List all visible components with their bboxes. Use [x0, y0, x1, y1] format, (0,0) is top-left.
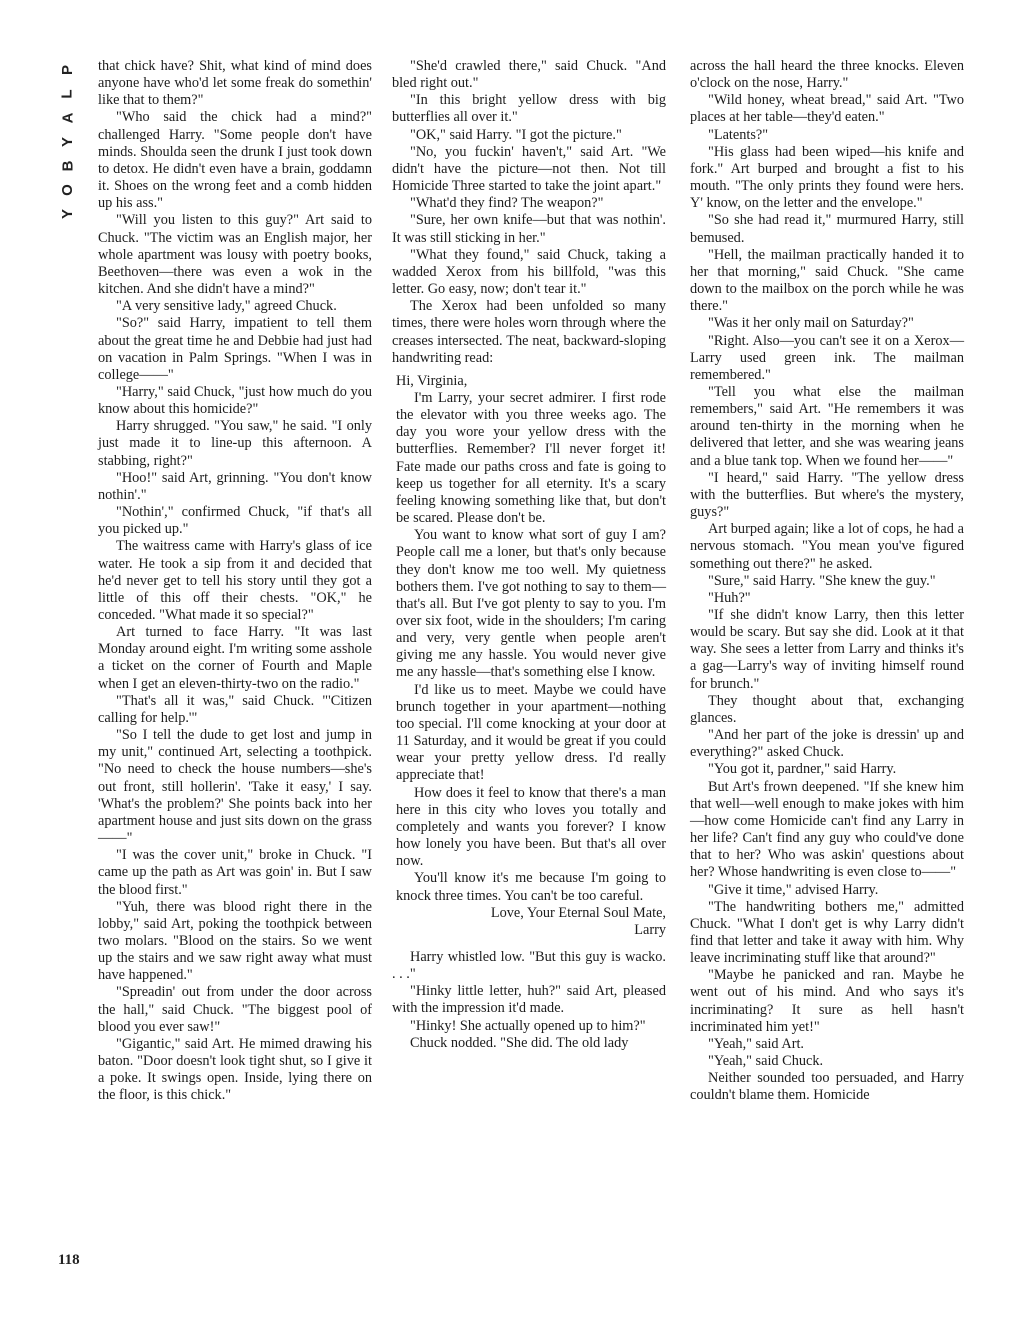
paragraph: Harry whistled low. "But this guy is wacko. . . ." [392, 948, 666, 983]
paragraph: "Sure," said Harry. "She knew the guy." [708, 572, 936, 589]
letter-closing: Love, Your Eternal Soul Mate, [490, 904, 666, 921]
paragraph: "Hinky! She actually opened up to him?" [410, 1017, 646, 1034]
text-column-3 [690, 58, 964, 1105]
letter-salutation: Hi, Virginia, [396, 372, 468, 389]
paragraph: "Spreadin' out from under the door across the hall," said Chuck. "The biggest pool of blood you ever saw!" [98, 984, 372, 1035]
sidebar-letter: Y [58, 136, 76, 148]
paragraph: "Hoo!" said Art, grinning. "You don't know nothin'." [98, 469, 372, 503]
paragraph: "What'd they find? The weapon?" [410, 195, 604, 212]
paragraph: "So I tell the dude to get lost and jump in my unit," continued Art, selecting a toothpick. "No need to check the house numbers—she's out front, still hollerin'. 'Take it easy,' I say. 'What's the problem?' She points back into her apartment house and just sits down on the grass——" [98, 727, 372, 847]
paragraph: "What they found," said Chuck, taking a wadded Xerox from his billfold, "was this letter. Go easy, now; don't tear it." [392, 246, 666, 298]
letter-paragraph: You'll know it's me because I'm going to knock three times. You can't be too careful. [396, 870, 666, 904]
paragraph: The waitress came with Harry's glass of ice water. He took a sip from it and decided that he'd never get to tell his story until they got a little of this off their chests. "OK," he conceded. "What made it so special?" [98, 538, 372, 623]
paragraph: "His glass had been wiped—his knife and fork." Art burped and brought a fist to his mouth. "The only prints they found were hers. Y' know, on the letter and the envelope." [690, 143, 964, 212]
paragraph: "Harry," said Chuck, "just how much do you know about this homicide?" [98, 383, 372, 418]
paragraph: "Hinky little letter, huh?" said Art, pleased with the impression it'd made. [392, 983, 666, 1017]
paragraph: "Sure, her own knife—but that was nothin'. It was still sticking in her." [392, 212, 666, 246]
letter-paragraph: I'd like us to meet. Maybe we could have brunch together in your apartment—nothing too special. I'll come knocking at your door at 11 Saturday, and it would be great if you could wear your pretty yellow dress. I'd really appreciate that! [396, 681, 666, 784]
paragraph: Art burped again; like a lot of cops, he had a nervous stomach. "You mean you've figured something out there?" he asked. [690, 521, 964, 572]
sidebar-letter: O [58, 184, 76, 196]
paragraph: "And her part of the joke is dressin' up and everything?" asked Chuck. [690, 727, 964, 761]
paragraph: The Xerox had been unfolded so many times, there were holes worn through where the creases intersected. The neat, backward-sloping handwriting read: [392, 298, 666, 366]
letter-paragraph: You want to know what sort of guy I am? People call me a loner, but that's only because they don't know me too well. My quietness bothers them. I've got nothing to say to them—that's all. But I've got plenty to say to you. I'm over six foot, wide in the shoulders; I'm caring and very, very gentle when people aren't giving me any hassle. You would never give me any hassle—that's something else I know. [396, 527, 666, 681]
paragraph: "The handwriting bothers me," admitted Chuck. "What I don't get is why Larry didn't find that letter and take it away with him. Why leave incriminating stuff like that around?" [690, 898, 964, 967]
paragraph: "Maybe he panicked and ran. Maybe he went out of his mind. And who says it's incriminating? It sure as hell hasn't incriminated him yet!" [690, 967, 964, 1035]
sidebar-letter: Y [58, 208, 76, 220]
letter-paragraph: How does it feel to know that there's a man here in this city who loves you totally and completely and wants you forever? I know how lonely you have been. But that's all over now. [396, 784, 666, 870]
paragraph: "Was it her only mail on Saturday?" [708, 315, 914, 332]
sidebar-letter: B [59, 160, 76, 172]
paragraph: "Gigantic," said Art. He mimed drawing his baton. "Door doesn't look tight shut, so I give it a poke. It swings open. Inside, lying there on the floor, is this chick." [98, 1035, 372, 1104]
paragraph: "So?" said Harry, impatient to tell them about the great time he and Debbie had just had on vacation in Palm Springs. "When I was in college——" [98, 315, 372, 383]
paragraph: "Yuh, there was blood right there in the lobby," said Art, poking the toothpick between two molars. "Blood on the stairs. So we went up the stairs and we saw right away what must have happened." [98, 898, 372, 984]
text-column-1 [98, 58, 372, 1105]
paragraph: "If she didn't know Larry, then this letter would be scary. But say she did. Look at it that way. She sees a letter from Larry and thinks it's a gag—Larry's way of inviting himself round for brunch." [690, 607, 964, 692]
paragraph: "Will you listen to this guy?" Art said to Chuck. "The victim was an English major, her whole apartment was lousy with poetry books, Beethoven—there was even a wok in the kitchen. And she didn't have a mind?" [98, 212, 372, 298]
paragraph: "OK," said Harry. "I got the picture." [410, 126, 622, 143]
sidebar-letter: P [58, 64, 76, 76]
paragraph: that chick have? Shit, what kind of mind does anyone have who'd let some freak do somethin' like that to them?" [98, 58, 372, 109]
paragraph: "No, you fuckin' haven't," said Art. "We didn't have the picture—not then. Not till Homicide Three started to take the joint apart." [392, 143, 666, 195]
paragraph: across the hall heard the three knocks. Eleven o'clock on the nose, Harry." [690, 58, 964, 92]
paragraph: "Wild honey, wheat bread," said Art. "Two places at her table—they'd eaten." [690, 92, 964, 126]
paragraph: "Latents?" [708, 126, 769, 143]
paragraph: "She'd crawled there," said Chuck. "And bled right out." [392, 58, 666, 92]
paragraph: "That's all it was," said Chuck. "'Citizen calling for help.'" [98, 692, 372, 726]
paragraph: "Yeah," said Art. [708, 1035, 805, 1052]
text-column-2 [392, 58, 666, 1052]
paragraph: "Nothin'," confirmed Chuck, "if that's all you picked up." [98, 504, 372, 538]
paragraph: "Right. Also—you can't see it on a Xerox—Larry used green ink. The mailman remembered." [690, 332, 964, 383]
paragraph: Art turned to face Harry. "It was last Monday around eight. I'm writing some asshole a ticket on the corner of Fourth and Maple when I get an eleven-thirty-two on the radio." [98, 624, 372, 692]
paragraph: "I was the cover unit," broke in Chuck. "I came up the path as Art was goin' in. But I saw the blood first." [98, 847, 372, 898]
paragraph: Neither sounded too persuaded, and Harry couldn't blame them. Homicide [690, 1070, 964, 1104]
paragraph: "Who said the chick had a mind?" challenged Harry. "Some people don't have minds. Shoulda seen the drunk I just took down to detox. He didn't even have a brain, goddamn it. Shoes on the wrong feet and a comb hidden up his ass." [98, 109, 372, 212]
paragraph: "So she had read it," murmured Harry, still bemused. [690, 212, 964, 246]
paragraph: "You got it, pardner," said Harry. [708, 761, 897, 778]
paragraph: Chuck nodded. "She did. The old lady [410, 1034, 629, 1051]
paragraph: But Art's frown deepened. "If she knew him that well—well enough to make jokes with him—how come Homicide can't find any Larry in her life? Can't find any guy who could've done that to her? Who was askin' questions about her? Whose handwriting is even close to——" [690, 778, 964, 881]
paragraph: They thought about that, exchanging glances. [690, 692, 964, 726]
paragraph: Harry shrugged. "You saw," he said. "I only just made it to line-up this afternoon. A stabbing, right?" [98, 418, 372, 469]
paragraph: "Tell you what else the mailman remembers," said Art. "He remembers it was around ten-thirty in the morning when he delivered that letter, and she was wearing jeans and a blue tank top. When we found her——" [690, 383, 964, 469]
paragraph: "Give it time," advised Harry. [708, 881, 879, 898]
paragraph: "Hell, the mailman practically handed it to her that morning," said Chuck. "She came down to the mailbox on the porch while he was there." [690, 246, 964, 315]
sidebar-letter: L [58, 89, 76, 99]
page-number: 118 [58, 1252, 80, 1268]
paragraph: "A very sensitive lady," agreed Chuck. [116, 298, 337, 315]
paragraph: "Huh?" [708, 589, 751, 606]
paragraph: "In this bright yellow dress with big butterflies all over it." [392, 92, 666, 126]
paragraph: "I heard," said Harry. "The yellow dress with the butterflies. But where's the mystery, guys?" [690, 469, 964, 521]
letter-paragraph: I'm Larry, your secret admirer. I first rode the elevator with you three weeks ago. The day you wore your yellow dress with the butterflies. Remember? I'll never forget it! Fate made our paths cross and fate is going to keep us together for all eternity. It's a scary feeling knowing something like that, but don't be scared. Please don't be. [396, 389, 666, 527]
letter-signature: Larry [634, 921, 666, 938]
paragraph: "Yeah," said Chuck. [708, 1053, 824, 1070]
sidebar-letter: A [59, 112, 76, 124]
magazine-name-vertical [56, 58, 80, 226]
